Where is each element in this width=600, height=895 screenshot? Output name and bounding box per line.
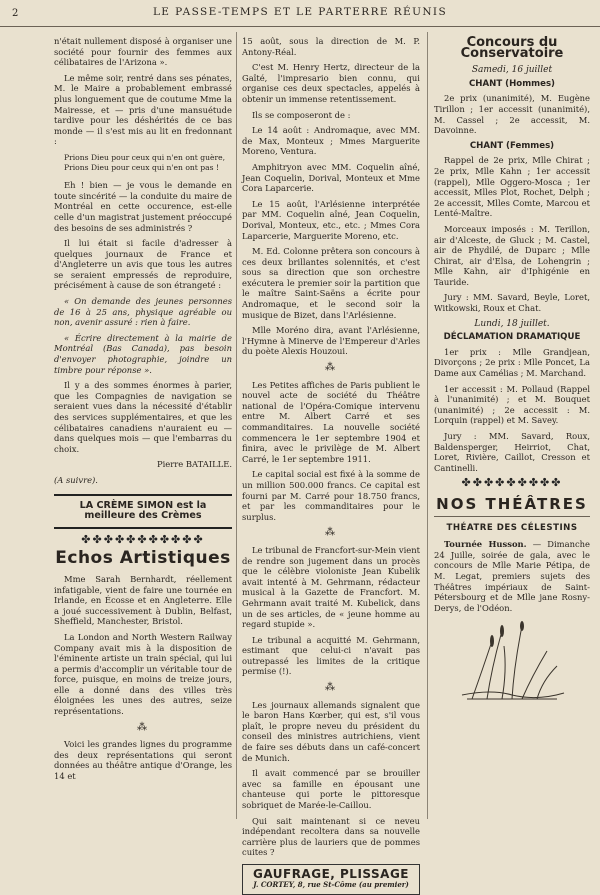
paragraph: Le tribunal a acquitté M. Gehrmann, estimant que celui-ci n'avait pas outrepassé les limites de la critique permise (!).	[242, 634, 420, 677]
nos-theatres-title: NOS THÉÂTRES	[436, 494, 588, 513]
category-heading: CHANT (Hommes)	[468, 78, 555, 89]
paragraph: Ils se composeront de :	[252, 109, 351, 120]
section-dots: ⁂	[325, 362, 337, 374]
paragraph-quote: « Écrire directement à la mairie de Montréal (Bas Canada), pas besoin d'envoyer photographie, joindre un timbre pour réponse ».	[54, 332, 232, 375]
rule-divider	[434, 516, 590, 517]
paragraph: Morceaux imposés : M. Terillon, air d'Alceste, de Gluck ; M. Castel, air de Phydilé, de Duparc ; Mlle Chirat, air d'Elsa, de Lohengrin ; Mlle Kahn, air d'Iphigénie en Tauride.	[434, 223, 590, 287]
category-heading: DÉCLAMATION DRAMATIQUE	[443, 332, 581, 343]
paragraph: M. Ed. Colonne prêtera son concours à ces deux brillantes solennités, et c'est sous sa direction que son orchestre exécutera le premier soir la partition que le maître Saint-Saëns a écrite pour Andromaque, et le second soir la musique de Bizet, dans l'Arlésienne.	[242, 246, 420, 320]
paragraph-quote: « On demande des jeunes personnes de 16 à 25 ans, physique agréable ou non, avenir assuré : rien à faire.	[54, 296, 232, 328]
page-header	[0, 0, 600, 27]
newspaper-title: LE PASSE-TEMPS ET LE PARTERRE RÉUNIS	[152, 6, 448, 18]
section-dots: ⁂	[325, 527, 337, 539]
gaufrage-ad-address: J. CORTEY, 8, rue St-Côme (au premier)	[253, 879, 409, 889]
reeds-icon	[452, 621, 572, 701]
column-rule-2	[427, 32, 428, 819]
paragraph	[434, 539, 590, 613]
concours-title: Concours du Conservatoire	[460, 35, 564, 61]
author-signature: Pierre BATAILLE.	[156, 459, 232, 470]
paragraph: Il lui était si facile d'adresser à quelques journaux de France et d'Angleterre un avis que tous les autres se seraient empressés de reproduire, précisément à cause de son étrangeté :	[54, 238, 232, 291]
paragraph: Amphitryon avec MM. Coquelin aîné, Jean Coquelin, Dorival, Monteux et Mme Cora Laparcerie.	[242, 161, 420, 194]
gaufrage-ad-title: GAUFRAGE, PLISSAGE	[252, 866, 409, 881]
column-2	[242, 36, 420, 895]
reeds-illustration	[434, 621, 590, 704]
paragraph: Le même soir, rentré dans ses pénates, M. le Maire a probablement embrassé plus longuement que de coutume Mme la Mairesse, et — pris d'une mansuétude tardive pour les déshérités de ce bas monde — il s'est mis au lit en fredonnant :	[54, 72, 232, 147]
column-1	[54, 36, 232, 787]
gaufrage-ad	[242, 864, 420, 895]
section-dots: ⁂	[137, 721, 149, 733]
paragraph: Mlle Moréno dira, avant l'Arlésienne, l'Hymne à Minerve de l'Empereur d'Arles du poète Alexis Houzoui.	[242, 325, 420, 357]
fleuron-divider: ✤✤✤✤✤✤✤✤✤✤✤	[81, 532, 205, 546]
verse-line: Prions Dieu pour ceux qui n'en ont guère,	[64, 152, 226, 162]
paragraph: Les Petites affiches de Paris publient le nouvel acte de société du Théâtre national de l'Opéra-Comique intervenu entre M. Albert Carré et ses commanditaires. La nouvelle société commencera le 1er septembre 1904 et finira, avec le privilège de M. Albert Carré, le 1er septembre 1911.	[242, 379, 420, 464]
paragraph: La London and North Western Railway Company avait mis à la disposition de l'éminente artiste un train spécial, qui lui a permis d'accomplir un véritable tour de force, puisque, en moins de treize jours, elle a donné dans des villes très éloignées les unes des autres, seize représentations.	[54, 631, 232, 717]
celestins-heading: THÉATRE DES CÉLESTINS	[446, 522, 578, 533]
paragraph: Qui sait maintenant si ce neveu indépendant recoltera dans sa nouvelle carrière plus de lauriers que de pommes cuites ?	[242, 815, 420, 858]
date-heading: Lundi, 18 juillet.	[474, 318, 550, 329]
paragraph: Les journaux allemands signalent que le baron Hans Kœrber, qui est, s'il vous plaît, le propre neveu du président du conseil des ministres autrichiens, vient de faire ses débuts dans un café-concert de Munich.	[242, 699, 420, 763]
paragraph: Mme Sarah Bernhardt, réellement infatigable, vient de faire une tournée en Irlande, en Écosse et en Angleterre. Elle a joué successivement à Dublin, Belfast, Sheffield, Manchester, Bristol.	[54, 573, 232, 627]
section-dots: ⁂	[325, 682, 337, 694]
verse-quote	[64, 153, 232, 172]
creme-simon-ad: LA CRÈME SIMON est la meilleure des Crèmes	[54, 494, 232, 529]
paragraph: Eh ! bien — je vous le demande en toute sincérité — la conduite du maire de Montréal en cette occurence, est-elle celle d'un magistrat justement préoccupé des besoins de ses administrés ?	[54, 180, 232, 233]
date-heading: Samedi, 16 juillet	[471, 65, 553, 76]
paragraph: 2e prix (unanimité), M. Eugène Tirillon ; 1er accessit (unanimité), M. Cassel ; 2e accessit, M. Davoinne.	[434, 93, 590, 136]
paragraph: 1er accessit : M. Pollaud (Rappel à l'unanimité) ; et M. Bouquet (unanimité) ; 2e accessit : M. Lorquin (rappel) et M. Savey.	[434, 383, 590, 426]
paragraph: Le tribunal de Francfort-sur-Mein vient de rendre son jugement dans un procès que le célèbre violoniste Jean Kubelik avait intenté à M. Gehrmann, rédacteur musical à la Gazette de Francfort. M. Gehrmann avait traité M. Kubelick, dans un de ses articles, de « jeune homme au regard stupide ».	[242, 544, 420, 630]
paragraph: Jury : MM. Savard, Roux, Baldensperger, Heirriot, Chat, Loret, Rivière, Caillot, Cresson et Cantinelli.	[434, 431, 590, 473]
paragraph: C'est M. Henry Hertz, directeur de la Gaîté, l'impresario bien connu, qui organise ces deux spectacles, appelés à obtenir un immense retentissement.	[242, 62, 420, 104]
to-be-continued: (A suivre).	[54, 474, 98, 485]
paragraph: n'était nullement disposé à organiser une société pour fournir des femmes aux célibataires de l'Arizona ».	[54, 36, 232, 68]
page-number: 2	[12, 8, 19, 19]
paragraph: Il y a des sommes énormes à parier, que les Compagnies de navigation se seraient vues dans la nécessité d'établir des services supplémentaires, et que les célibataires canadiens n'auraient eu — dans quelques mois — que l'embarras du choix.	[54, 380, 232, 454]
column-3	[434, 36, 590, 704]
category-heading: CHANT (Femmes)	[469, 140, 555, 151]
paragraph: 15 août, sous la direction de M. P. Antony-Réal.	[242, 36, 420, 57]
tour-name: Tournée Husson.	[444, 539, 527, 550]
fleuron-divider: ✤✤✤✤✤✤✤✤✤	[461, 476, 563, 490]
paragraph: Le capital social est fixé à la somme de un million 500.000 francs. Ce capital est fourni par M. Carré pour 18.750 francs, et par les commanditaires pour le surplus.	[242, 469, 420, 522]
paragraph: Le 14 août : Andromaque, avec MM. de Max, Monteux ; Mmes Marguerite Moreno, Ventura.	[242, 125, 420, 157]
paragraph: Il avait commencé par se brouiller avec sa famille en épousant une chanteuse qui porte le pittoresque sobriquet de Marée-le-Caillou.	[242, 768, 420, 810]
verse-line: Prions Dieu pour ceux qui n'en ont pas !	[64, 162, 220, 172]
paragraph: Voici les grandes lignes du programme des deux représentations qui seront données au théâtre antique d'Orange, les 14 et	[54, 739, 232, 782]
paragraph: Jury : MM. Savard, Beyle, Loret, Witkowski, Roux et Chat.	[434, 292, 590, 314]
paragraph: 1er prix : Mlle Grandjean, Divorçons ; 2e prix : Mlle Poncet, La Dame aux Camélias ; M. Marchand.	[434, 346, 590, 379]
paragraph: Le 15 août, l'Arlésienne interprétée par MM. Coquelin aîné, Jean Coquelin, Dorival, Monteux, etc., etc. ; Mmes Cora Laparcerie, Marguerite Moreno, etc.	[242, 198, 420, 241]
paragraph: Rappel de 2e prix, Mlle Chirat ; 2e prix, Mlle Kahn ; 1er accessit (rappel), Mlle Oggero-Mosca ; 1er accessit, Mlles Plot, Rochet, Delph ; 2e accessit, Mlles Comte, Marcou et Lenté-Maître.	[434, 155, 590, 219]
column-rule-1	[236, 32, 237, 819]
echos-artistiques-title: Echos Artistiques	[55, 548, 231, 569]
tour-text: — Dimanche 24 Juille, soirée de gala, avec le concours de Mlle Marie Pétipa, de M. Legat, premiers sujets des Théâtres impériaux de Saint-Pétersbourg et de Mlle jane Rosny-Derys, de l'Odéon.	[434, 539, 590, 613]
